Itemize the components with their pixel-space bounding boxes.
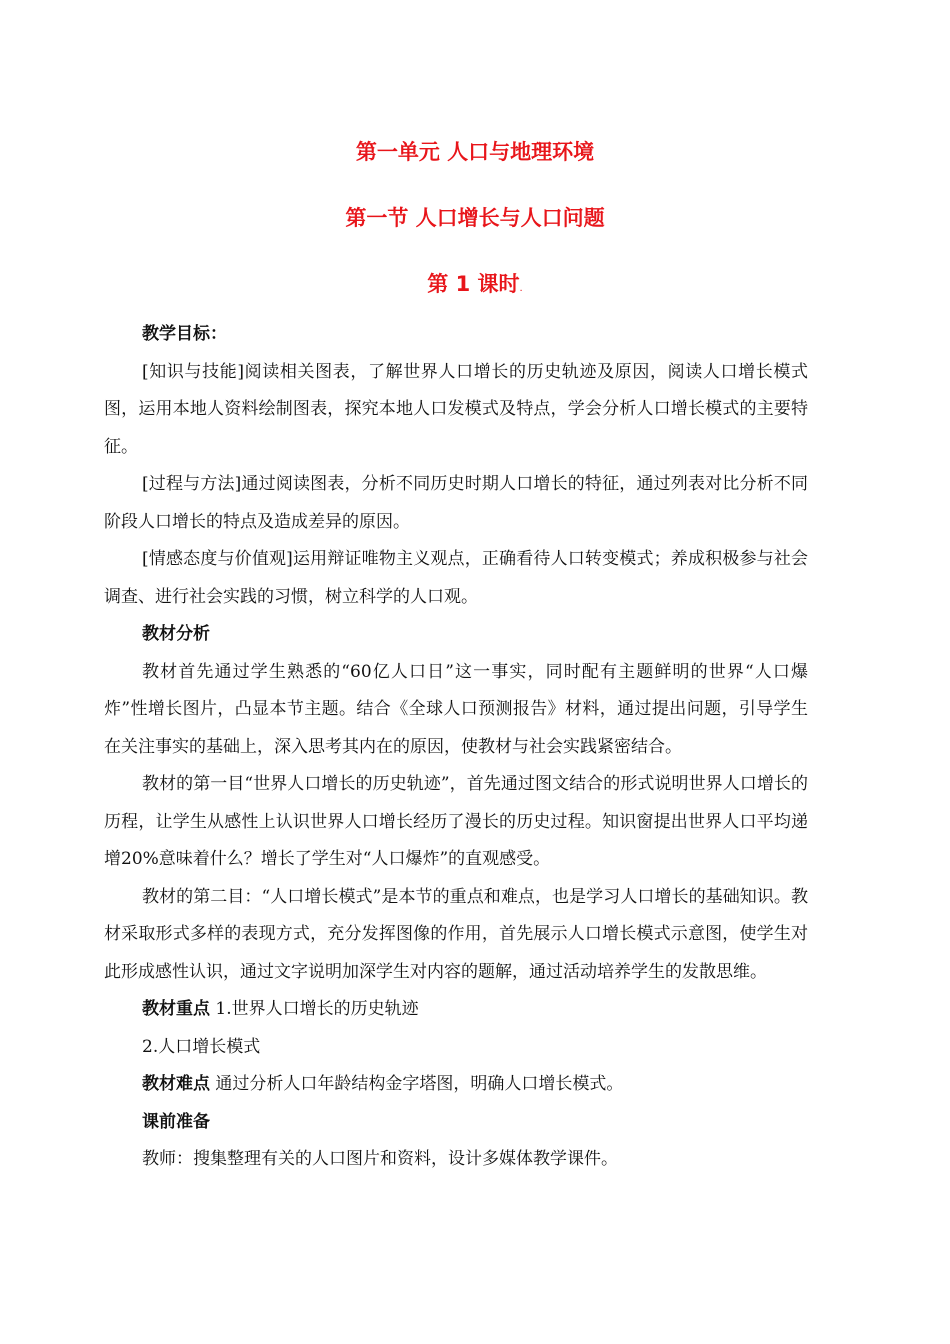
- objectives-heading: 教学目标：: [142, 324, 227, 344]
- difficulty-text: 通过分析人口年龄结构金字塔图，明确人口增长模式。: [210, 1074, 624, 1094]
- key-points: [104, 991, 808, 1029]
- analysis-paragraph-3: 教材的第二目：“人口增长模式”是本节的重点和难点，也是学习人口增长的基础知识。教材采取形式多样的表现方式，充分发挥图像的作用，首先展示人口增长模式示意图，使学生对此形成感性认识，通过文字说明加深学生对内容的题解，通过活动培养学生的发散思维。: [104, 886, 808, 982]
- lesson-title-mark: .: [519, 283, 523, 294]
- preparation-heading: 课前准备: [142, 1111, 210, 1132]
- key-point-2: 2.人口增长模式: [142, 1036, 261, 1057]
- preparation-teacher: 教师：搜集整理有关的人口图片和资料，设计多媒体教学课件。: [142, 1149, 618, 1169]
- key-point-1: 1.世界人口增长的历史轨迹: [210, 999, 419, 1019]
- objective-process: [过程与方法]通过阅读图表，分析不同历史时期人口增长的特征，通过列表对比分析不同阶段人口增长的特点及造成差异的原因。: [104, 474, 808, 532]
- unit-title: 第一单元 人口与地理环境: [355, 140, 595, 164]
- lesson-title: [0, 268, 950, 298]
- analysis-paragraph-2: 教材的第一目“世界人口增长的历史轨迹”，首先通过图文结合的形式说明世界人口增长的历程，让学生从感性上认识世界人口增长经历了漫长的历史过程。知识窗提出世界人口平均递增20%意味着什么？增长了学生对“人口爆炸”的直观感受。: [104, 774, 808, 869]
- difficulty-label: 教材难点: [142, 1074, 210, 1094]
- section-title: 第一节 人口增长与人口问题: [345, 206, 605, 230]
- objective-knowledge: [知识与技能]阅读相关图表，了解世界人口增长的历史轨迹及原因，阅读人口增长模式图，运用本地人资料绘制图表，探究本地人口发模式及特点，学会分析人口增长模式的主要特征。: [104, 361, 808, 457]
- document-body: [104, 316, 808, 1179]
- difficulty: [104, 1066, 808, 1104]
- key-points-label: 教材重点: [142, 999, 210, 1019]
- lesson-title-text: 第 1 课时: [427, 272, 520, 296]
- objective-attitude: [情感态度与价值观]运用辩证唯物主义观点，正确看待人口转变模式；养成积极参与社会调查、进行社会实践的习惯，树立科学的人口观。: [104, 549, 808, 607]
- analysis-paragraph-1: 教材首先通过学生熟悉的“60亿人口日”这一事实，同时配有主题鲜明的世界“人口爆炸”性增长图片，凸显本节主题。结合《全球人口预测报告》材料，通过提出问题，引导学生在关注事实的基础上，深入思考其内在的原因，使教材与社会实践紧密结合。: [104, 661, 808, 757]
- analysis-heading: 教材分析: [142, 624, 210, 644]
